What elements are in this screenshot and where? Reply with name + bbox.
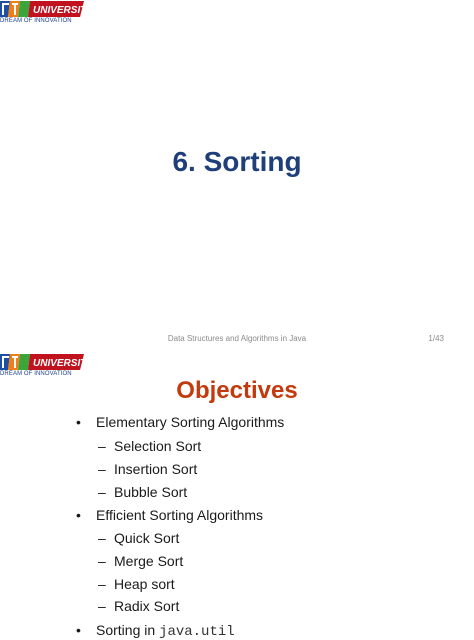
objectives-title: Objectives (176, 377, 298, 404)
logo-tagline: DREAM OF INNOVATION (0, 371, 72, 377)
dash-marker: – (98, 598, 106, 614)
dash-marker: – (98, 461, 106, 477)
slide-2 (0, 350, 474, 640)
list-item (98, 484, 187, 500)
item-label: Selection Sort (114, 438, 202, 454)
dash-marker: – (98, 553, 106, 569)
list-item (76, 622, 235, 640)
item-label: Merge Sort (114, 553, 184, 569)
item-label: Insertion Sort (114, 461, 198, 477)
svg-text:UNIVERSITY: UNIVERSITY (33, 358, 94, 369)
slide-footer: Data Structures and Algorithms in Java (167, 334, 307, 343)
list-item (98, 576, 175, 592)
list-item (98, 598, 179, 614)
dash-marker: – (98, 438, 106, 454)
item-label: Quick Sort (114, 530, 180, 546)
slide-title: 6. Sorting (172, 146, 302, 177)
list-item (98, 461, 197, 477)
list-item (98, 438, 201, 454)
bullet-dot: • (76, 414, 81, 430)
logo-graphic (0, 353, 94, 371)
item-label: Radix Sort (114, 598, 180, 614)
item-label: Elementary Sorting Algorithms (96, 414, 285, 430)
item-label: Heap sort (114, 576, 175, 592)
page-number: 1/43 (428, 334, 444, 343)
dash-marker: – (98, 530, 106, 546)
logo-graphic (0, 0, 94, 18)
list-item (76, 414, 284, 430)
list-item (98, 553, 183, 569)
svg-text:UNIVERSITY: UNIVERSITY (33, 5, 94, 16)
item-code: java.util (159, 624, 235, 640)
list-item (76, 507, 263, 523)
list-item (98, 530, 179, 546)
bullet-dot: • (76, 507, 81, 523)
dash-marker: – (98, 576, 106, 592)
dash-marker: – (98, 484, 106, 500)
item-label: Bubble Sort (114, 484, 188, 500)
item-label: Efficient Sorting Algorithms (96, 507, 264, 523)
logo-tagline: DREAM OF INNOVATION (0, 18, 72, 24)
bullet-dot: • (76, 622, 81, 638)
fpt-university-logo (0, 0, 94, 30)
item-label: Sorting in (96, 622, 160, 638)
